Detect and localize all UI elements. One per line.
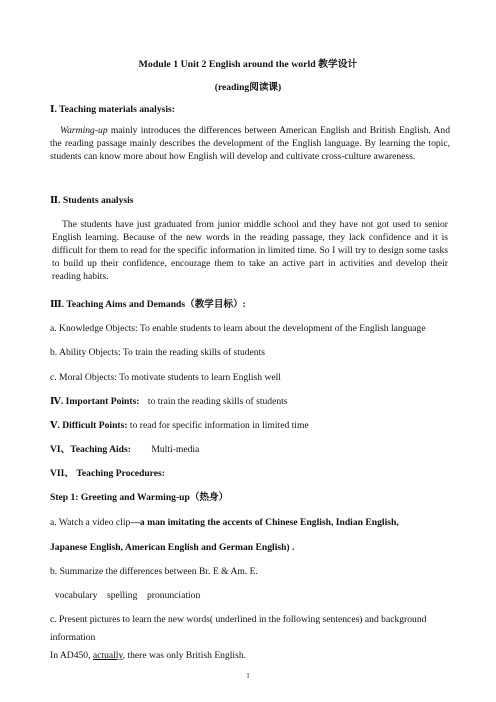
teaching-procedures-heading: VII、 Teaching Procedures: xyxy=(50,468,165,479)
section-1-body: mainly introduces the differences between American English and British English. And the reading passage mainly describes the development of the English language. By learning the topic, students can know more about how English will develop and cultivate cross-culture awareness. xyxy=(50,125,450,162)
example-after: , there was only British English. xyxy=(122,650,247,661)
section-1-paragraph xyxy=(50,125,450,164)
step-1-a-line-1 xyxy=(50,517,399,530)
example-underlined-word: actually xyxy=(92,650,123,661)
teaching-aids xyxy=(50,444,199,457)
difficult-points-text: to read for specific information in limited time xyxy=(127,420,309,431)
page-number: 1 xyxy=(246,672,250,680)
document-title: Module 1 Unit 2 English around the world 教学设计 xyxy=(138,59,358,70)
objective-ability: b. Ability Objects: To train the reading skills of students xyxy=(50,347,265,358)
step-1-c-line-2: information xyxy=(50,632,96,643)
step-1-b-items: vocabulary spelling pronunciation xyxy=(50,590,201,601)
example-before: In AD450, xyxy=(50,650,93,661)
document-subtitle: (reading阅读课) xyxy=(214,82,282,93)
section-1-lead: Warming-up xyxy=(60,125,108,136)
difficult-points-label: Ⅴ. Difficult Points: xyxy=(50,420,128,431)
objective-moral: c. Moral Objects: To motivate students to learn English well xyxy=(50,372,281,383)
teaching-aids-label: VI、Teaching Aids: xyxy=(50,444,131,455)
step-1-example xyxy=(50,650,246,663)
step-1-c-line-1: c. Present pictures to learn the new words( underlined in the following sentences) and background xyxy=(50,614,427,625)
section-2-paragraph: The students have just graduated from junior middle school and they have not got used to senior English learning. Because of the new words in the reading passage, they lack confidence and it is difficult for them to read for the specific information in limited time. So I will try to design some tasks to build up their confidence, encourage them to take an active part in activities and develop their reading habits. xyxy=(52,219,448,282)
step-1-heading: Step 1: Greeting and Warming-up（热身） xyxy=(50,492,229,503)
step-1-a-line-2: Japanese English, American English and German English) . xyxy=(50,542,295,553)
objective-knowledge: a. Knowledge Objects: To enable students to learn about the development of the English language xyxy=(50,323,426,334)
section-1-heading: Ⅰ. Teaching materials analysis: xyxy=(50,104,175,115)
teaching-aids-text: Multi-media xyxy=(151,444,200,455)
step-1-a-prefix: a. Watch a video clip xyxy=(50,517,131,528)
section-2-heading: Ⅱ. Students analysis xyxy=(50,195,134,206)
important-points-label: Ⅳ. Important Points: xyxy=(50,396,140,407)
step-1-a-bold: —a man imitating the accents of Chinese English, Indian English, xyxy=(130,517,399,528)
difficult-points xyxy=(50,420,309,433)
section-3-heading: Ⅲ. Teaching Aims and Demands（教学目标）: xyxy=(50,299,246,310)
step-1-b: b. Summarize the differences between Br. E & Am. E. xyxy=(50,566,258,577)
important-points-text: to train the reading skills of students xyxy=(147,396,288,407)
important-points xyxy=(50,396,288,409)
